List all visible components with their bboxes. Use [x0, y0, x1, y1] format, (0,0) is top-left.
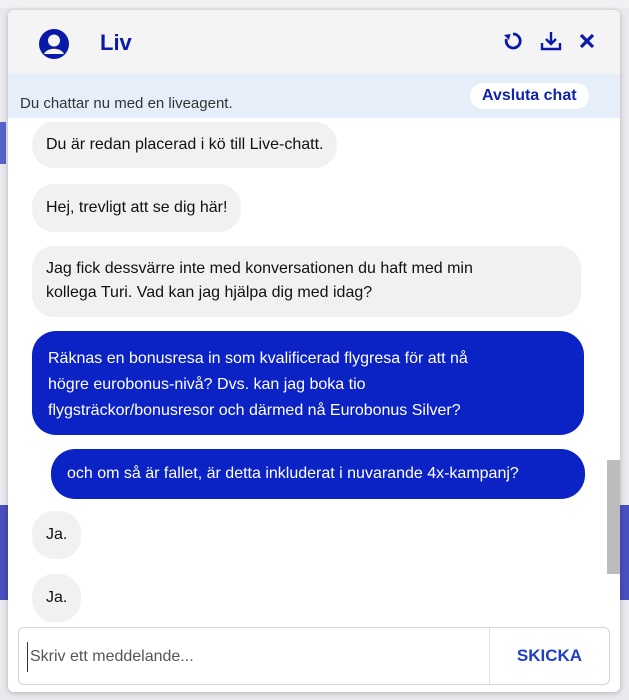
send-button[interactable]: SKICKA	[516, 646, 583, 665]
chat-widget	[8, 10, 620, 692]
live-agent-notice	[8, 74, 620, 118]
chat-header	[8, 10, 620, 74]
agent-message: Jag fick dessvärre inte med konversationen du haft med min kollega Turi. Vad kan jag hjälpa dig med idag?	[32, 246, 581, 317]
user-message: Räknas en bonusresa in som kvalificerad flygresa för att nå högre eurobonus-nivå? Dvs. kan jag boka tio flygsträckor/bonusresor och därmed nå Eurobonus Silver?	[32, 331, 584, 435]
agent-message: Hej, trevligt att se dig här!	[32, 184, 241, 232]
close-icon[interactable]	[574, 28, 600, 54]
download-icon[interactable]	[538, 28, 564, 54]
user-message: och om så är fallet, är detta inkluderat i nuvarande 4x-kampanj?	[51, 449, 585, 499]
avatar-icon	[38, 28, 70, 60]
message-list[interactable]	[8, 118, 620, 628]
agent-name: Liv	[100, 30, 132, 55]
end-chat-button[interactable]: Avsluta chat	[470, 83, 589, 109]
agent-message: Ja.	[32, 511, 81, 559]
message-composer	[18, 627, 610, 685]
agent-message: Ja.	[32, 574, 81, 622]
message-input[interactable]	[27, 642, 487, 672]
background-band	[620, 505, 629, 600]
background-band	[0, 505, 8, 600]
background-accent	[0, 122, 6, 164]
background-page	[0, 0, 629, 8]
agent-message: Du är redan placerad i kö till Live-chatt.	[32, 122, 337, 168]
notice-text: Du chattar nu med en liveagent.	[20, 95, 233, 112]
restart-icon[interactable]	[500, 28, 526, 54]
scrollbar-thumb[interactable]	[607, 460, 620, 574]
